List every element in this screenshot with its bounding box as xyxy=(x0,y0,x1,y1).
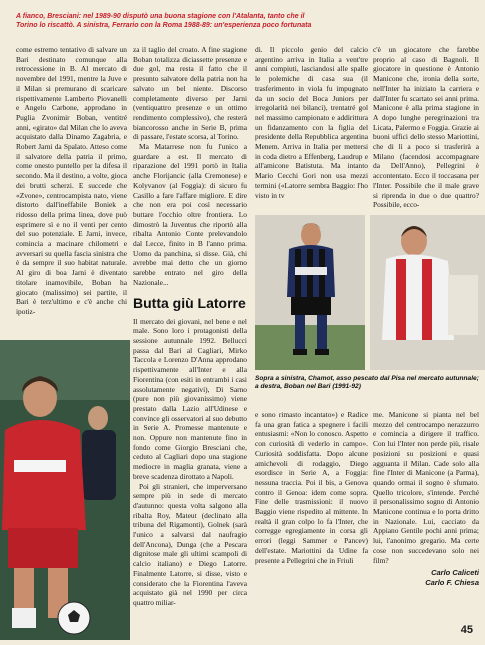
paragraph: di. Il piccolo genio del calcio argentino arriva in Italia a vent'tre anni compiuti, lasciandosi alle spalle le polemiche di casa sua (il trasferimento in viola fu impugnato da un socio del Boca Juniors per irregolarità nei bilanci), trentatré gol nel massimo campionato e addirittura un fidanzamento con la figlia del presidente della Repubblica argentina Menem. Arriva in Italia per mettersi in coda dietro a Effenberg, Laudrup e all'amicone Batistuta. Ma intanto Mario Cecchi Gori non usa mezzi termini («Latorre sembra Baggio: l'ho visto in tv xyxy=(255,45,368,200)
author-name: Carlo F. Chiesa xyxy=(425,578,479,588)
paragraph: me. Manicone si pianta nel bel mezzo del centrocampo nerazzurro e comincia a dirigere il traffico. Con lui l'Inter non perde più, risale posizioni su posizioni e quasi agguanta il Milan. Cade solo alla fine l'Inter di Manicone (a Parma), quando ormai il sogno è sfumato. Quello tricolore, s'intende. Perché il personalissimo sogno di Antonio Manicone continua e lo porta dritto in Nazionale. Lui, cacciato da Appiano Gentile pochi anni prima; lui, l'anonimo gregario. Ma certe cose non succedevano solo nei film? xyxy=(373,410,479,565)
header-caption: A fianco, Bresciani: nel 1989-90 disputò una buona stagione con l'Atalanta, tanto che il Torino lo riscattò. A sinistra, Ferrario con la Roma 1988-89: un'esperienza poco fortunata xyxy=(16,13,312,29)
photo-illustration xyxy=(255,215,365,370)
paragraph: Ma Matarrese non fu l'unico a guardare a est. Il mercato di riparazione del 1991 portò in Italia anche Florijancic (alla Cremonese) e Kolyvanov (al Foggia): di sicuro fu Casillo a fare l'affare migliore. E dire che non era poi così necessario buttare l'occhio oltre frontiera. Lo dimostrò la Juventus che riportò alla ribalta Antonio Conte prelevandolo dal Lecce, finito in B l'anno prima. Uomo da panchina, si disse. Già, chi avrebbe mai detto che un giorno sarebbe entrato nel giro della Nazionale... xyxy=(133,142,247,287)
text-column-3-bottom xyxy=(255,410,368,640)
photo-chamot xyxy=(255,215,365,370)
paragraph: Il mercato dei giovani, nel bene e nel male. Sono loro i protagonisti della sessione autunnale 1992. Bellucci passa dal Bari al Cagliari, Mirko Taccola e Lorenzo D'Anna approdano rispettivamente all'Inter e alla Fiorentina (con esiti in entrambi i casi assolutamente negativi), Di Sarno (pure non più giovanissimo) viene prestato dalla Lazio all'Udinese e convince gli osservatori al suo debutto in Serie A. Promesse mantenute e non. Oppure non mantenute fino in fondo come Giorgio Bresciani che, ceduto al Cagliari dopo una stagione mediocre in maglia granata, viene a breve scadenza dirottato a Napoli. xyxy=(133,316,247,481)
author-name: Carlo Caliceti xyxy=(431,568,479,578)
text-column-3 xyxy=(255,45,368,215)
photo-illustration xyxy=(0,340,130,640)
text-column-2 xyxy=(133,45,247,645)
page-number: 45 xyxy=(460,624,473,636)
text-column-1 xyxy=(16,45,127,333)
photo-caption: Sopra a sinistra, Chamot, asso pescato dal Pisa nel mercato autunnale; a destra, Boban nel Bari (1991-92) xyxy=(255,375,479,390)
photo-boban xyxy=(370,215,485,370)
text-column-4 xyxy=(373,45,479,215)
photo-player-red-kit xyxy=(0,340,130,640)
paragraph: za il taglio del croato. A fine stagione Boban totalizza diciassette presenze e due gol, ma resta il fatto che il presunto salvatore della patria non ha salvato un bel niente. Discorso completamente diverso per Jarni (ventiquattro presenze e un ottimo rendimento complessivo), che resterà biancorosso anche in Serie B, prima di passare, l'estate scorsa, al Torino. xyxy=(133,45,247,142)
author-signature xyxy=(373,568,479,588)
photo-illustration xyxy=(370,215,485,370)
paragraph: come estremo tentativo di salvare un Bari destinato comunque alla retrocessione in B. Al mercato di novembre del 1991, mentre la Juve e il Milan si premurano di scaricare rispettivamente Lamberto Piovanelli e Angelo Carbone, approdano in Puglia Zvonimir Boban, ventitré anni, «girato» dal Milan che lo aveva acquistato dalla Dinamo Zagabria, e Robert Jarni da Spalato. Atteso come il salvatore della patria il primo, come onesto puntello per la difesa il secondo. Ma il destino, a volte, gioca dei brutti scherzi. E succede che «Zvone», centrocampista nato, viene distorto dall'ineffabile Boniek a ridosso della prima linea, dove può esprimere sì e no il venti per cento del suo potenziale. E Jarni, invece, comincia a macinare chilometri e avversari su quella fascia sinistra che è da sempre il suo habitat naturale. Al giro di boa Jarni è diventato titolare inamovibile, Boban ha giocato (malissimo) sei partite, il Bari è terz'ultimo e c'è anche chi ipotiz- xyxy=(16,45,127,316)
text-column-4-bottom xyxy=(373,410,479,640)
paragraph: c'è un giocatore che farebbe proprio al caso di Bagnoli. Il giocatore in questione è Antonio Manicone che, ironia della sorte, nell'Inter ha iniziato la carriera e dall'Inter fu scartato sei anni prima. Manicone è alla prima stagione in A dopo lunghe peregrinazioni tra Licata, Palermo e Foggia. Grazie ai buoni uffici dello stesso Mariottini, che di lì a poco si trasferirà a Milano (facendosi accompagnare da Dell'Anno), Pellegrini è accontentato. Ecco il toccasana per l'Inter. Possibile che il male grave si riprenda in due o due quattro? Possibile, ecco- xyxy=(373,45,479,210)
paragraph: Poi gli stranieri, che imperversano sempre più in sede di mercato d'autunno: questa volta salgono alla ribalta Roy, Mateut (declinato alla tribuna del Rigamonti), Golnek (sarà l'unico a salvarsi dal naufragio dell'Ancona), Dunga (che a Pescara dignitose male gli ultimi scampoli di calcio italiano) e Diego Latorre. Finalmente Latorre, si disse, visto e considerato che la Fiorentina l'aveva acquistato già nel 1990 per circa quattro miliar- xyxy=(133,481,247,607)
paragraph: e sono rimasto incantato») e Radice fa una gran fatica a spegnere i facili entusiasmi: «Non lo conosco. Aspetto con curiosità di vederlo in campo». Curiosità soddisfatta. Dopo alcune amichevoli di rodaggio, Diego esordisce in Serie A, a Foggia: nessuna traccia. Poi il bis, a Genova contro il Genoa: idem come sopra. Fine delle trasmissioni: il nuovo Baggio viene rispedito al mittente. In realtà il gran colpo lo fa l'Inter, che correggе egregiamente in corsa gli errori (leggi Sammer e Pancev) dell'estate. Mariottini da Udine fa presente a Pellegrini che in Friuli xyxy=(255,410,368,565)
section-heading: Butta giù Latorre xyxy=(133,294,246,311)
